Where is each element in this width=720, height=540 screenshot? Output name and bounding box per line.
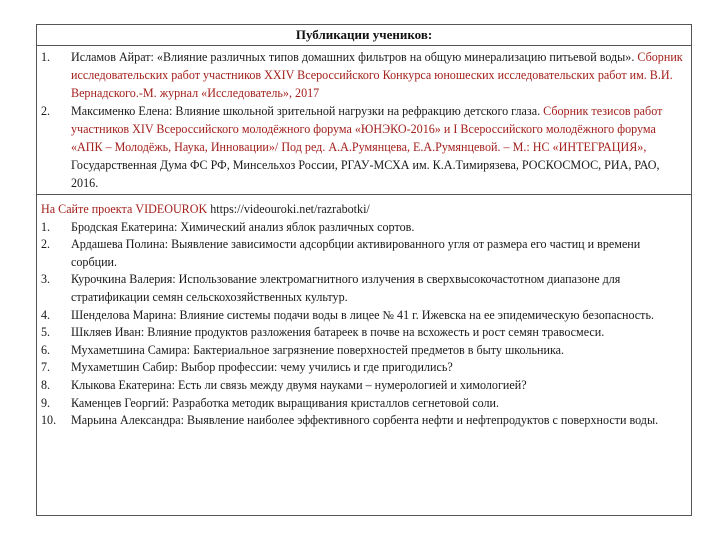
work-item [39,395,687,413]
publication-item [39,102,687,192]
table-title: Публикации учеников: [37,25,691,46]
site-note-label: На Сайте проекта VIDEOUROK [41,202,211,216]
publication-source-tail: Государственная Дума ФС РФ, Минсельхоз России, РГАУ-МСХА им. К.А.Тимирязева, РОСКОСМОС, РИА, РАО, 2016. [71,158,660,190]
work-text: Шкляев Иван: Влияние продуктов разложения батареек в почве на всхожесть и рост семян травосмеси. [71,325,605,340]
work-text: Клыкова Екатерина: Есть ли связь между двумя науками – нумерологией и химологией? [71,377,527,392]
item-number: 3. [41,272,51,287]
item-number: 5. [41,325,51,340]
work-text: Каменцев Георгий: Разработка методик выращивания кристаллов сегнетовой соли. [71,395,500,410]
work-item [39,271,687,306]
publication-title: Максименко Елена: Влияние школьной зрительной нагрузки на рефракцию детского глаза. [71,104,544,118]
work-item [39,377,687,395]
work-text: Марьина Александра: Выявление наиболее эффективного сорбента нефти и нефтепродуктов с поверхности воды. [71,413,659,428]
work-item [39,219,687,237]
item-number: 2. [41,104,51,118]
item-number: 1. [41,50,51,64]
work-item [39,342,687,360]
publication-source: Сборник исследовательских работ участников XXIV Всероссийского Конкурса юношеских исследовательских работ им. В.И. Вернадского.-М. журнал «Исследователь», 2017 [71,50,683,100]
work-text: Ардашева Полина: Выявление зависимости адсорбции активированного угля от размера его частиц и времени сорбции. [71,237,641,269]
work-item [39,307,687,325]
work-text: Мухаметшина Самира: Бактериальное загрязнение поверхностей предметов в быту школьника. [71,342,565,357]
work-text: Бродская Екатерина: Химический анализ яблок различных сортов. [71,219,415,234]
item-number: 7. [41,360,51,375]
item-number: 6. [41,342,51,357]
works-section [37,195,691,430]
publication-source: Сборник тезисов работ участников XIV Всероссийского молодёжного форума «ЮНЭКО-2016» и I Всероссийского молодёжного форума «АПК – Молодёжь, Наука, Инновации»/ Под ред. А.А.Румянцева, Е.А.Румянцевой. – М.: НС «ИНТЕГРАЦИЯ», [71,104,663,154]
work-item [39,236,687,271]
work-text: Шенделова Марина: Влияние системы подачи воды в лицее № 41 г. Ижевска на ее эпидемическую безопасность. [71,307,654,322]
item-number: 1. [41,219,51,234]
work-text: Мухаметшин Сабир: Выбор профессии: чему учились и где пригодились? [71,360,453,375]
site-url-link[interactable]: https://videouroki.net/razrabotki/ [210,202,370,216]
publication-item [39,48,687,102]
work-item [39,324,687,342]
work-item [39,359,687,377]
item-number: 4. [41,307,51,322]
publication-title: Исламов Айрат: «Влияние различных типов домашних фильтров на общую минерализацию питьевой воды». [71,50,638,64]
item-number: 2. [41,237,51,252]
publications-section [37,46,691,195]
work-text: Курочкина Валерия: Использование электромагнитного излучения в сверхвысокочастотном диапазоне для стратификации семян сельскохозяйственных культур. [71,272,621,304]
publications-table [36,24,692,516]
item-number: 8. [41,377,51,392]
item-number: 10. [41,413,57,428]
item-number: 9. [41,395,51,410]
site-note [39,201,687,219]
work-item [39,412,687,430]
